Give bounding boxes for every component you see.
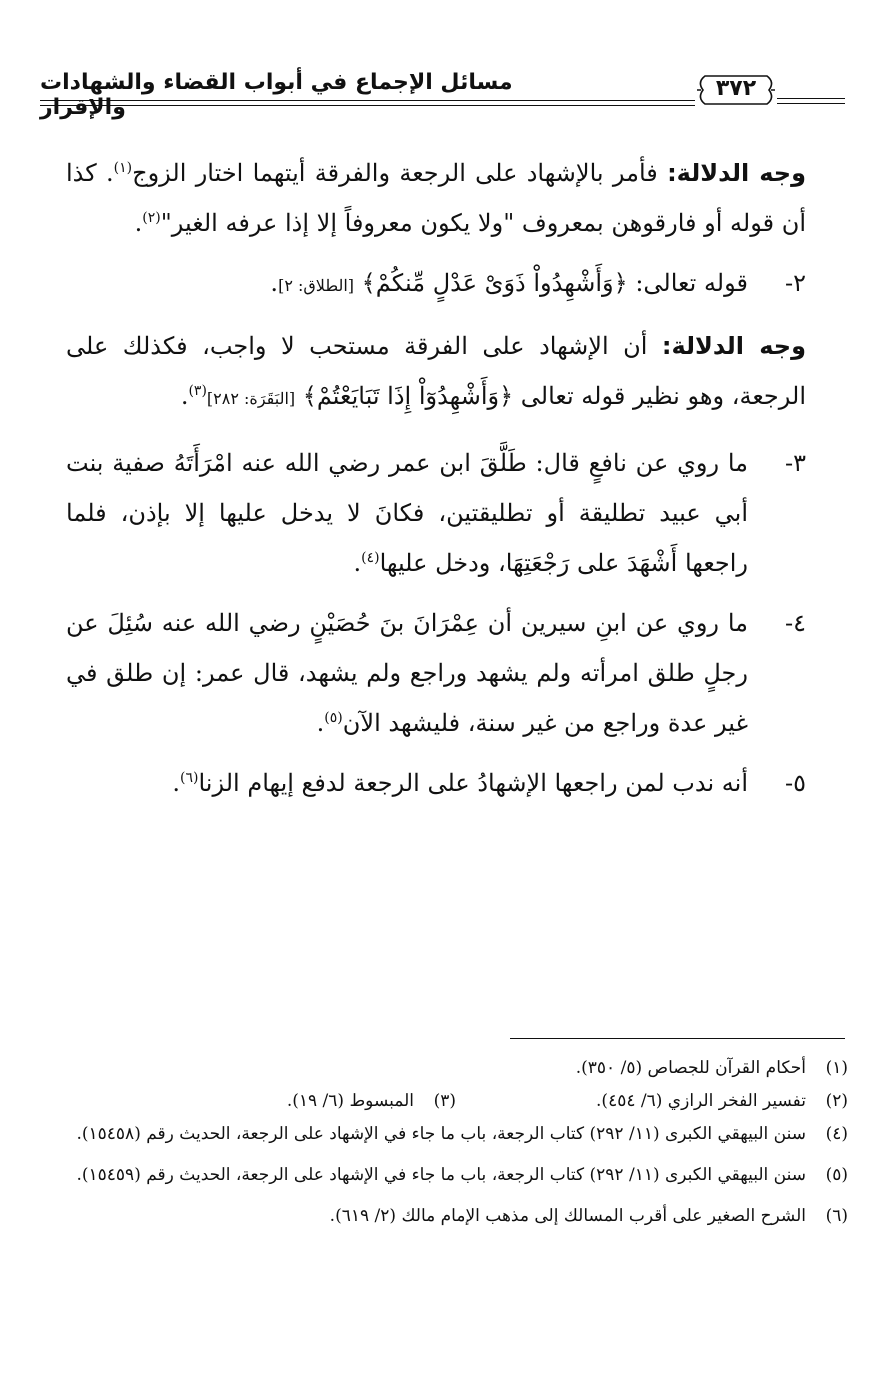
list-item-3: ٣- ما روي عن نافعٍ قال: طَلَّقَ ابن عمر رضي الله عنه امْرَأَتَهُ صفية بنت أبي عبيد تطليقة أو تطليقتين، فكانَ لا يدخل عليها إلا بإذن، فلما راجعها أَشْهَدَ على رَجْعَتِهَا، ودخل عليها$^{(٤)}$. [66,438,806,588]
list-item-4: ٤- ما روي عن ابنِ سيرين أن عِمْرَانَ بنَ حُصَيْنٍ رضي الله عنه سُئِلَ عن رجلٍ طلق امرأته ولم يشهد وراجع ولم يشهد، قال عمر: إن طلق في غير عدة وراجع من غير سنة، فليشهد الآن$^{(٥)}$. [66,598,806,748]
footnote-5 [66,1159,848,1192]
footnote-marker: (٦) [180,770,199,786]
evidence-label: وجه الدلالة: [667,159,806,187]
running-header [40,52,845,122]
list-item-5: ٥- أنه ندب لمن راجعها الإشهادُ على الرجعة لدفع إيهام الزنا$^{(٦)}$. [66,758,806,808]
footnote-text: المبسوط (٦/ ١٩). [286,1091,414,1111]
footnote-text: أحكام القرآن للجصاص (٥/ ٣٥٠). [575,1058,806,1078]
body-text [66,148,806,818]
footnote-number: (٤) [825,1124,848,1144]
footnote-3 [84,1085,456,1118]
item-number: ٣- [785,449,806,477]
footnotes [66,1052,848,1233]
footnote-marker: (٤) [361,550,380,566]
evidence-paragraph-1: وجه الدلالة: فأمر بالإشهاد على الرجعة والفرقة أيتهما اختار الزوج$^{(١)}$. كذا أن قوله أو فارقوهن بمعروف "ولا يكون معروفاً إلا إذا عرفه الغير"$^{(٢)}$. [66,159,806,237]
paragraph-text: . كذا أن قوله أو فارقوهن بمعروف "ولا يكون معروفاً إلا إذا عرفه الغير" [66,159,806,237]
item-number: ٢- [785,269,806,297]
header-rule-left-double [40,105,695,106]
evidence-paragraph-2: وجه الدلالة: أن الإشهاد على الفرقة مستحب لا واجب، فكذلك على الرجعة، وهو نظير قوله تعالى ﴿وَأَشْهِدُوٓاْ إِذَا تَبَايَعْتُمْ﴾ [البَقَرَة: ٢٨٢]$^{(٣)}$. [66,332,806,410]
footnote-text: الشرح الصغير على أقرب المسالك إلى مذهب الإمام مالك (٢/ ٦١٩). [329,1206,806,1226]
footnote-text: سنن البيهقي الكبرى (١١/ ٢٩٢) كتاب الرجعة، باب ما جاء في الإشهاد على الرجعة، الحديث رقم (١٥٤٥٩). [76,1165,806,1185]
footnote-row [66,1085,848,1118]
footnote-text: سنن البيهقي الكبرى (١١/ ٢٩٢) كتاب الرجعة، باب ما جاء في الإشهاد على الرجعة، الحديث رقم (١٥٤٥٨). [76,1124,806,1144]
footnote-text: تفسير الفخر الرازي (٦/ ٤٥٤). [596,1091,806,1111]
evidence-label: وجه الدلالة: [661,332,806,360]
footnote-number: (٦) [825,1206,848,1226]
item-number: ٤- [785,609,806,637]
footnote-6 [66,1200,848,1233]
quran-reference: [الطلاق: ٢] [278,276,355,295]
paragraph-text: أن الإشهاد على الفرقة مستحب لا واجب، فكذلك على الرجعة، وهو نظير قوله تعالى ﴿وَأَشْهِدُوٓاْ إِذَا تَبَايَعْتُمْ﴾ [66,332,806,410]
header-rule-left [40,100,695,101]
header-rule-right-double [777,103,845,104]
item-text: ما روي عن ابنِ سيرين أن عِمْرَانَ بنَ حُصَيْنٍ رضي الله عنه سُئِلَ عن رجلٍ طلق امرأته ولم يشهد وراجع ولم يشهد، قال عمر: إن طلق في غير عدة وراجع من غير سنة، فليشهد الآن [66,609,748,737]
list-item-2: ٢- قوله تعالى: ﴿وَأَشْهِدُواْ ذَوَىْ عَدْلٍ مِّنكُمْ﴾ [الطلاق: ٢]. [66,258,806,311]
footnote-number: (٢) [825,1091,848,1111]
quran-reference: [البَقَرَة: ٢٨٢] [206,389,296,408]
item-text: أنه ندب لمن راجعها الإشهادُ على الرجعة لدفع إيهام الزنا [198,769,748,797]
footnote-number: (٣) [433,1091,456,1111]
footnote-4 [66,1118,848,1151]
page-number-frame [695,72,777,108]
page-number: ٣٧٢ [715,76,757,101]
footnote-marker: (٣) [188,383,207,399]
footnote-number: (٥) [825,1165,848,1185]
footnote-marker: (٥) [324,710,343,726]
footnote-number: (١) [825,1058,848,1078]
item-text: قوله تعالى: ﴿وَأَشْهِدُواْ ذَوَىْ عَدْلٍ مِّنكُمْ﴾ [361,269,748,297]
item-text: ما روي عن نافعٍ قال: طَلَّقَ ابن عمر رضي الله عنه امْرَأَتَهُ صفية بنت أبي عبيد تطليقة أو تطليقتين، فكانَ لا يدخل عليها إلا بإذن، فلما راجعها أَشْهَدَ على رَجْعَتِهَا، ودخل عليها [66,449,748,577]
footnote-2 [476,1085,848,1118]
footnote-separator [510,1038,845,1039]
footnote-1 [66,1052,848,1085]
footnote-marker: (١) [113,160,133,176]
item-number: ٥- [785,769,806,797]
header-rule-right [777,98,845,99]
footnote-marker: (٢) [142,210,161,226]
header-title: مسائل الإجماع في أبواب القضاء والشهادات والإقرار [40,70,513,120]
paragraph-text: فأمر بالإشهاد على الرجعة والفرقة أيتهما اختار الزوج [132,159,658,187]
